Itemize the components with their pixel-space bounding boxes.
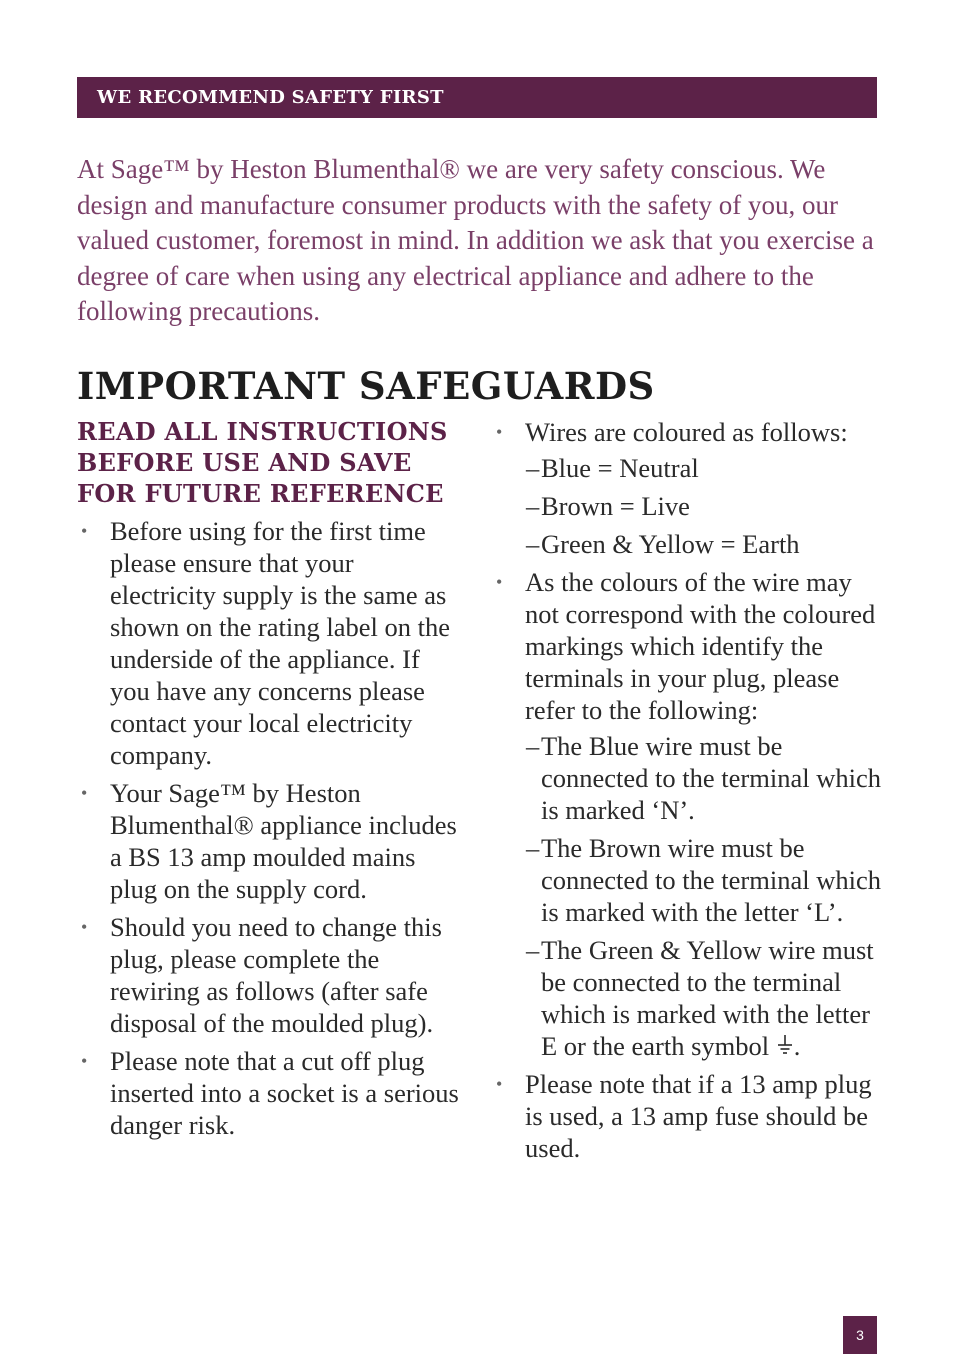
bullet-icon: • xyxy=(496,572,503,592)
bullet-icon: • xyxy=(496,422,503,442)
dash-marker: – xyxy=(526,731,540,761)
right-bullet-list xyxy=(492,416,882,1164)
intro-paragraph xyxy=(77,152,877,330)
terminal-list xyxy=(525,730,882,1062)
sub-list-item xyxy=(525,730,882,826)
earth-symbol-suffix: . xyxy=(793,1031,801,1061)
left-bullet-list xyxy=(77,515,462,1141)
list-item-text: Your Sage™ by Heston Blumenthal® appliance includes a BS 13 amp moulded mains plug on the supply cord. xyxy=(110,778,457,904)
sub-item-text: The Green & Yellow wire must be connected to the terminal which is marked with the letter E or the earth symbol xyxy=(541,935,874,1061)
list-item xyxy=(77,515,462,771)
sub-item-text: The Brown wire must be connected to the terminal which is marked with the letter ‘L’. xyxy=(541,833,881,927)
sub-item-text: Brown = Live xyxy=(541,491,690,521)
bullet-icon: • xyxy=(81,521,88,541)
dash-marker: – xyxy=(526,491,540,521)
list-item xyxy=(77,911,462,1039)
bullet-icon: • xyxy=(81,1051,88,1071)
intro-text: At Sage™ by Heston Blumenthal® we are very safety conscious. We design and manufacture consumer products with the safety of you, our valued customer, foremost in mind. In addition we ask that you exercise a degree of care when using any electrical appliance and adhere to the following precautions. xyxy=(77,154,874,326)
section-banner xyxy=(77,77,877,118)
fuse-note-text: Please note that if a 13 amp plug is used, a 13 amp fuse should be used. xyxy=(525,1069,872,1163)
list-item-colours-note xyxy=(492,566,882,1062)
colours-note-text: As the colours of the wire may not correspond with the coloured markings which identify the terminals in your plug, please refer to the following: xyxy=(525,567,876,725)
earth-symbol-icon xyxy=(776,1033,794,1057)
list-item-text: Before using for the first time please ensure that your electricity supply is the same as shown on the rating label on the underside of the appliance. If you have any concerns please contact your local electricity company. xyxy=(110,516,451,770)
dash-marker: – xyxy=(526,833,540,863)
list-item-text: Please note that a cut off plug inserted into a socket is a serious danger risk. xyxy=(110,1046,459,1140)
wire-colour-list xyxy=(525,452,882,560)
sub-list-item xyxy=(525,528,882,560)
right-column xyxy=(492,416,882,1170)
sub-list-item xyxy=(525,832,882,928)
read-instructions-subheading: READ ALL INSTRUCTIONS BEFORE USE AND SAVE FOR FUTURE REFERENCE xyxy=(77,417,448,508)
list-item xyxy=(77,1045,462,1141)
sub-list-item xyxy=(525,452,882,484)
list-item xyxy=(77,777,462,905)
page-number-badge xyxy=(843,1316,877,1354)
sub-item-text: Blue = Neutral xyxy=(541,453,699,483)
left-column xyxy=(77,416,462,1147)
dash-marker: – xyxy=(526,453,540,483)
list-item-text: Should you need to change this plug, please complete the rewiring as follows (after safe disposal of the moulded plug). xyxy=(110,912,442,1038)
sub-list-item xyxy=(525,490,882,522)
list-item-wires xyxy=(492,416,882,560)
bullet-icon: • xyxy=(496,1074,503,1094)
bullet-icon: • xyxy=(81,917,88,937)
list-item-fuse-note xyxy=(492,1068,882,1164)
dash-marker: – xyxy=(526,935,540,965)
page-title: IMPORTANT SAFEGUARDS xyxy=(77,364,655,408)
page-number: 3 xyxy=(856,1327,864,1343)
sub-list-item xyxy=(525,934,882,1062)
bullet-icon: • xyxy=(81,783,88,803)
dash-marker: – xyxy=(526,529,540,559)
wires-intro-text: Wires are coloured as follows: xyxy=(525,417,848,447)
sub-item-text: The Blue wire must be connected to the terminal which is marked ‘N’. xyxy=(541,731,881,825)
banner-text: WE RECOMMEND SAFETY FIRST xyxy=(97,87,444,108)
sub-item-text: Green & Yellow = Earth xyxy=(541,529,800,559)
